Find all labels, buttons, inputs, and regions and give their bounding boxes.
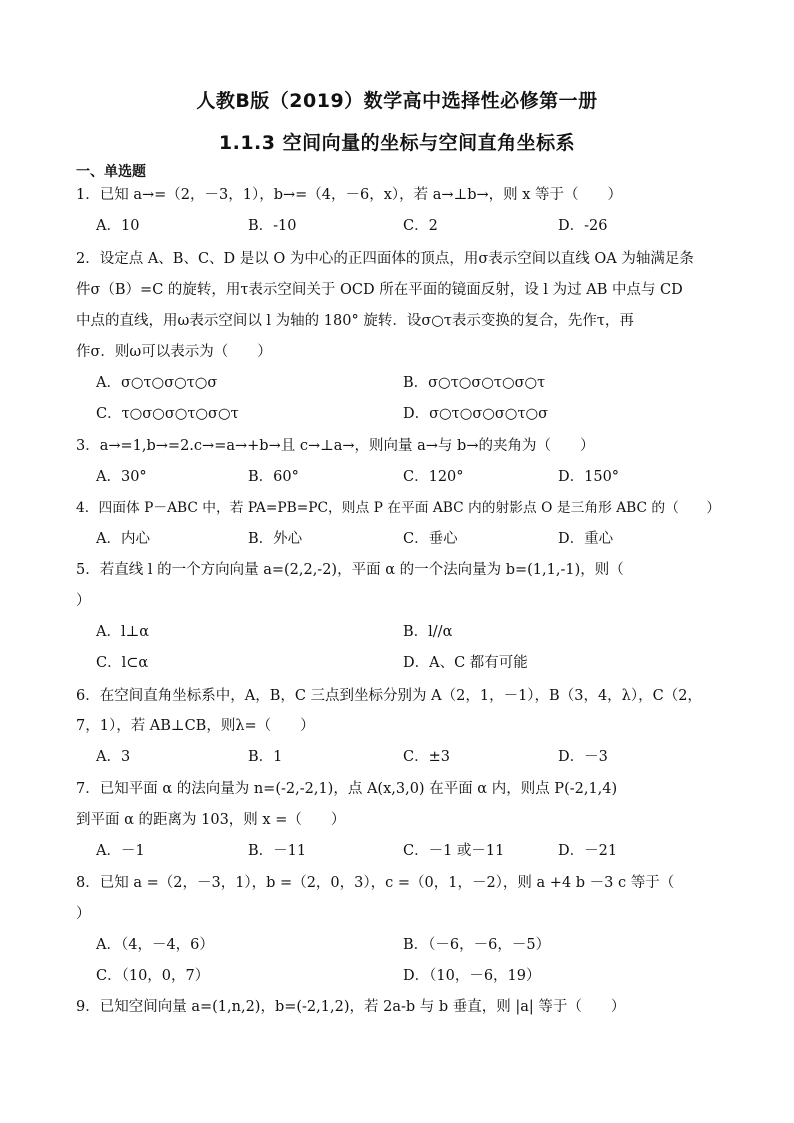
question-2-text-2: 件σ（B）=C 的旋转，用τ表示空间关于 OCD 所在平面的镜面反射，设 l 为过 AB 中点与 CD [76,282,683,298]
question-8-text-2: ） [76,906,91,922]
q2-option-a: A．σ○τ○σ○τ○σ [96,375,218,391]
question-9-text: 9．已知空间向量 a=(1,n,2)，b=(-2,1,2)，若 2a-b 与 b 垂直，则 |a| 等于（ ） [76,999,626,1015]
q7-option-a: A．－1 [96,843,145,859]
document-title: 人教B版（2019）数学高中选择性必修第一册 [196,90,598,112]
q3-option-b: B．60° [248,469,299,485]
q2-option-d: D．σ○τ○σ○σ○τ○σ [403,406,549,422]
q4-option-b: B．外心 [248,531,303,547]
question-5-text-1: 5．若直线 l 的一个方向向量 a=(2,2,-2)，平面 α 的一个法向量为 b=(1,1,-1)，则（ [76,562,624,578]
q1-option-c: C．2 [403,218,438,234]
q1-option-b: B．-10 [248,218,297,234]
question-2-text-3: 中点的直线，用ω表示空间以 l 为轴的 180° 旋转．设σ○τ表示变换的复合，先作τ，再 [76,313,634,329]
question-1-text: 1．已知 a→=（2，－3，1），b→=（4，－6，x），若 a→⊥b→，则 x 等于（ ） [76,187,623,203]
q1-option-d: D．-26 [558,218,608,234]
question-5-text-2: ） [76,593,91,609]
q7-option-c: C．－1 或－11 [403,843,505,859]
q8-option-c: C．（10，0，7） [96,968,210,984]
q4-option-a: A．内心 [96,531,150,547]
q5-option-b: B．l//α [403,624,453,640]
question-7-text-2: 到平面 α 的距离为 103，则 x =（ ） [76,812,346,828]
q4-option-c: C．垂心 [403,531,458,547]
document-subtitle: 1.1.3 空间向量的坐标与空间直角坐标系 [218,132,576,154]
q7-option-b: B．－11 [248,843,307,859]
q6-option-a: A．3 [96,749,131,765]
question-6-text-2: 7，1），若 AB⊥CB，则λ=（ ） [76,718,315,734]
section-heading: 一、单选题 [76,164,146,180]
q7-option-d: D．－21 [558,843,618,859]
q3-option-d: D．150° [558,469,620,485]
q2-option-c: C．τ○σ○σ○τ○σ○τ [96,406,239,422]
q1-option-a: A．10 [96,218,140,234]
q5-option-d: D．A、C 都有可能 [403,655,528,671]
question-6-text-1: 6．在空间直角坐标系中，A，B，C 三点到坐标分别为 A（2，1，－1），B（3，4，λ），C（2， [76,688,702,704]
q5-option-a: A．l⊥α [96,624,150,640]
question-2-text-4: 作σ．则ω可以表示为（ ） [76,344,272,360]
q6-option-d: D．－3 [558,749,608,765]
q3-option-a: A．30° [96,469,147,485]
question-4-text: 4．四面体 P－ABC 中，若 PA=PB=PC，则点 P 在平面 ABC 内的射影点 O 是三角形 ABC 的（ ） [76,500,721,516]
q6-option-c: C．±3 [403,749,450,765]
question-2-text-1: 2．设定点 A、B、C、D 是以 O 为中心的正四面体的顶点，用σ表示空间以直线 OA 为轴满足条 [76,251,694,267]
question-7-text-1: 7．已知平面 α 的法向量为 n=(-2,-2,1)，点 A(x,3,0) 在平面 α 内，则点 P(-2,1,4) [76,781,618,797]
question-8-text-1: 8．已知 a =（2，－3，1），b =（2，0，3），c =（0，1，－2），则 a +4 b －3 c 等于（ [76,875,675,891]
q8-option-d: D．（10，－6，19） [403,968,541,984]
q8-option-b: B．（－6，－6，－5） [403,937,551,953]
q5-option-c: C．l⊂α [96,655,149,671]
q6-option-b: B．1 [248,749,283,765]
q4-option-d: D．重心 [558,531,614,547]
q8-option-a: A．（4，－4，6） [96,937,214,953]
q2-option-b: B．σ○τ○σ○τ○σ○τ [403,375,546,391]
q3-option-c: C．120° [403,469,464,485]
question-3-text: 3．a→=1,b→=2.c→=a→+b→且 c→⊥a→，则向量 a→与 b→的夹角为（ ） [76,438,595,454]
